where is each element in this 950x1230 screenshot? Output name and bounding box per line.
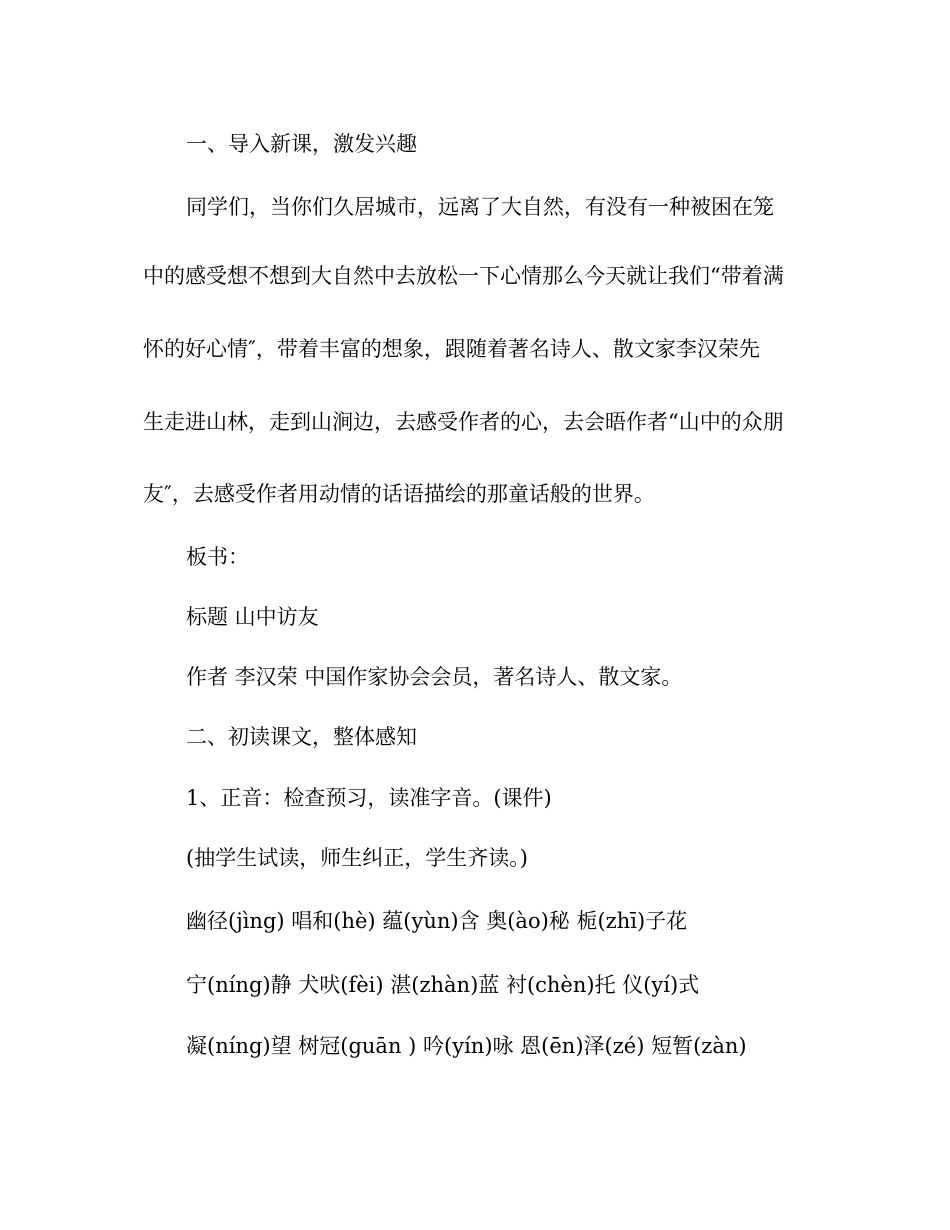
- section-heading-intro: 一、导入新课，激发兴趣: [186, 132, 417, 156]
- step-pronunciation: 1、正音：检查预习，读准字音。(课件): [186, 786, 552, 810]
- vocab-row: 幽径(jìng) 唱和(hè) 蕴(yùn)含 奥(ào)秘 栀(zhī)子花: [186, 909, 688, 933]
- board-author: 作者 李汉荣 中国作家协会会员，著名诗人、散文家。: [186, 665, 683, 689]
- step-note: (抽学生试读，师生纠正，学生齐读。): [186, 846, 528, 870]
- board-label: 板书：: [186, 545, 249, 569]
- paragraph-line: 怀的好心情″，带着丰富的想象，跟随着著名诗人、散文家李汉荣先: [143, 337, 760, 361]
- section-heading-reading: 二、初读课文，整体感知: [186, 725, 417, 749]
- paragraph-line: 生走进山林，走到山涧边，去感受作者的心，去会晤作者“山中的众朋: [143, 410, 784, 434]
- paragraph-line: 同学们，当你们久居城市，远离了大自然，有没有一种被困在笼: [186, 195, 774, 219]
- board-title: 标题 山中访友: [186, 605, 319, 629]
- paragraph-line: 中的感受想不想到大自然中去放松一下心情那么今天就让我们“带着满: [143, 264, 784, 288]
- vocab-row: 宁(níng)静 犬吠(fèi) 湛(zhàn)蓝 衬(chèn)托 仪(yí)式: [186, 973, 700, 997]
- paragraph-line: 友″，去感受作者用动情的话语描绘的那童话般的世界。: [143, 482, 655, 506]
- vocab-row: 凝(níng)望 树冠(guān ) 吟(yín)咏 恩(ēn)泽(zé) 短暂(zàn): [186, 1034, 747, 1058]
